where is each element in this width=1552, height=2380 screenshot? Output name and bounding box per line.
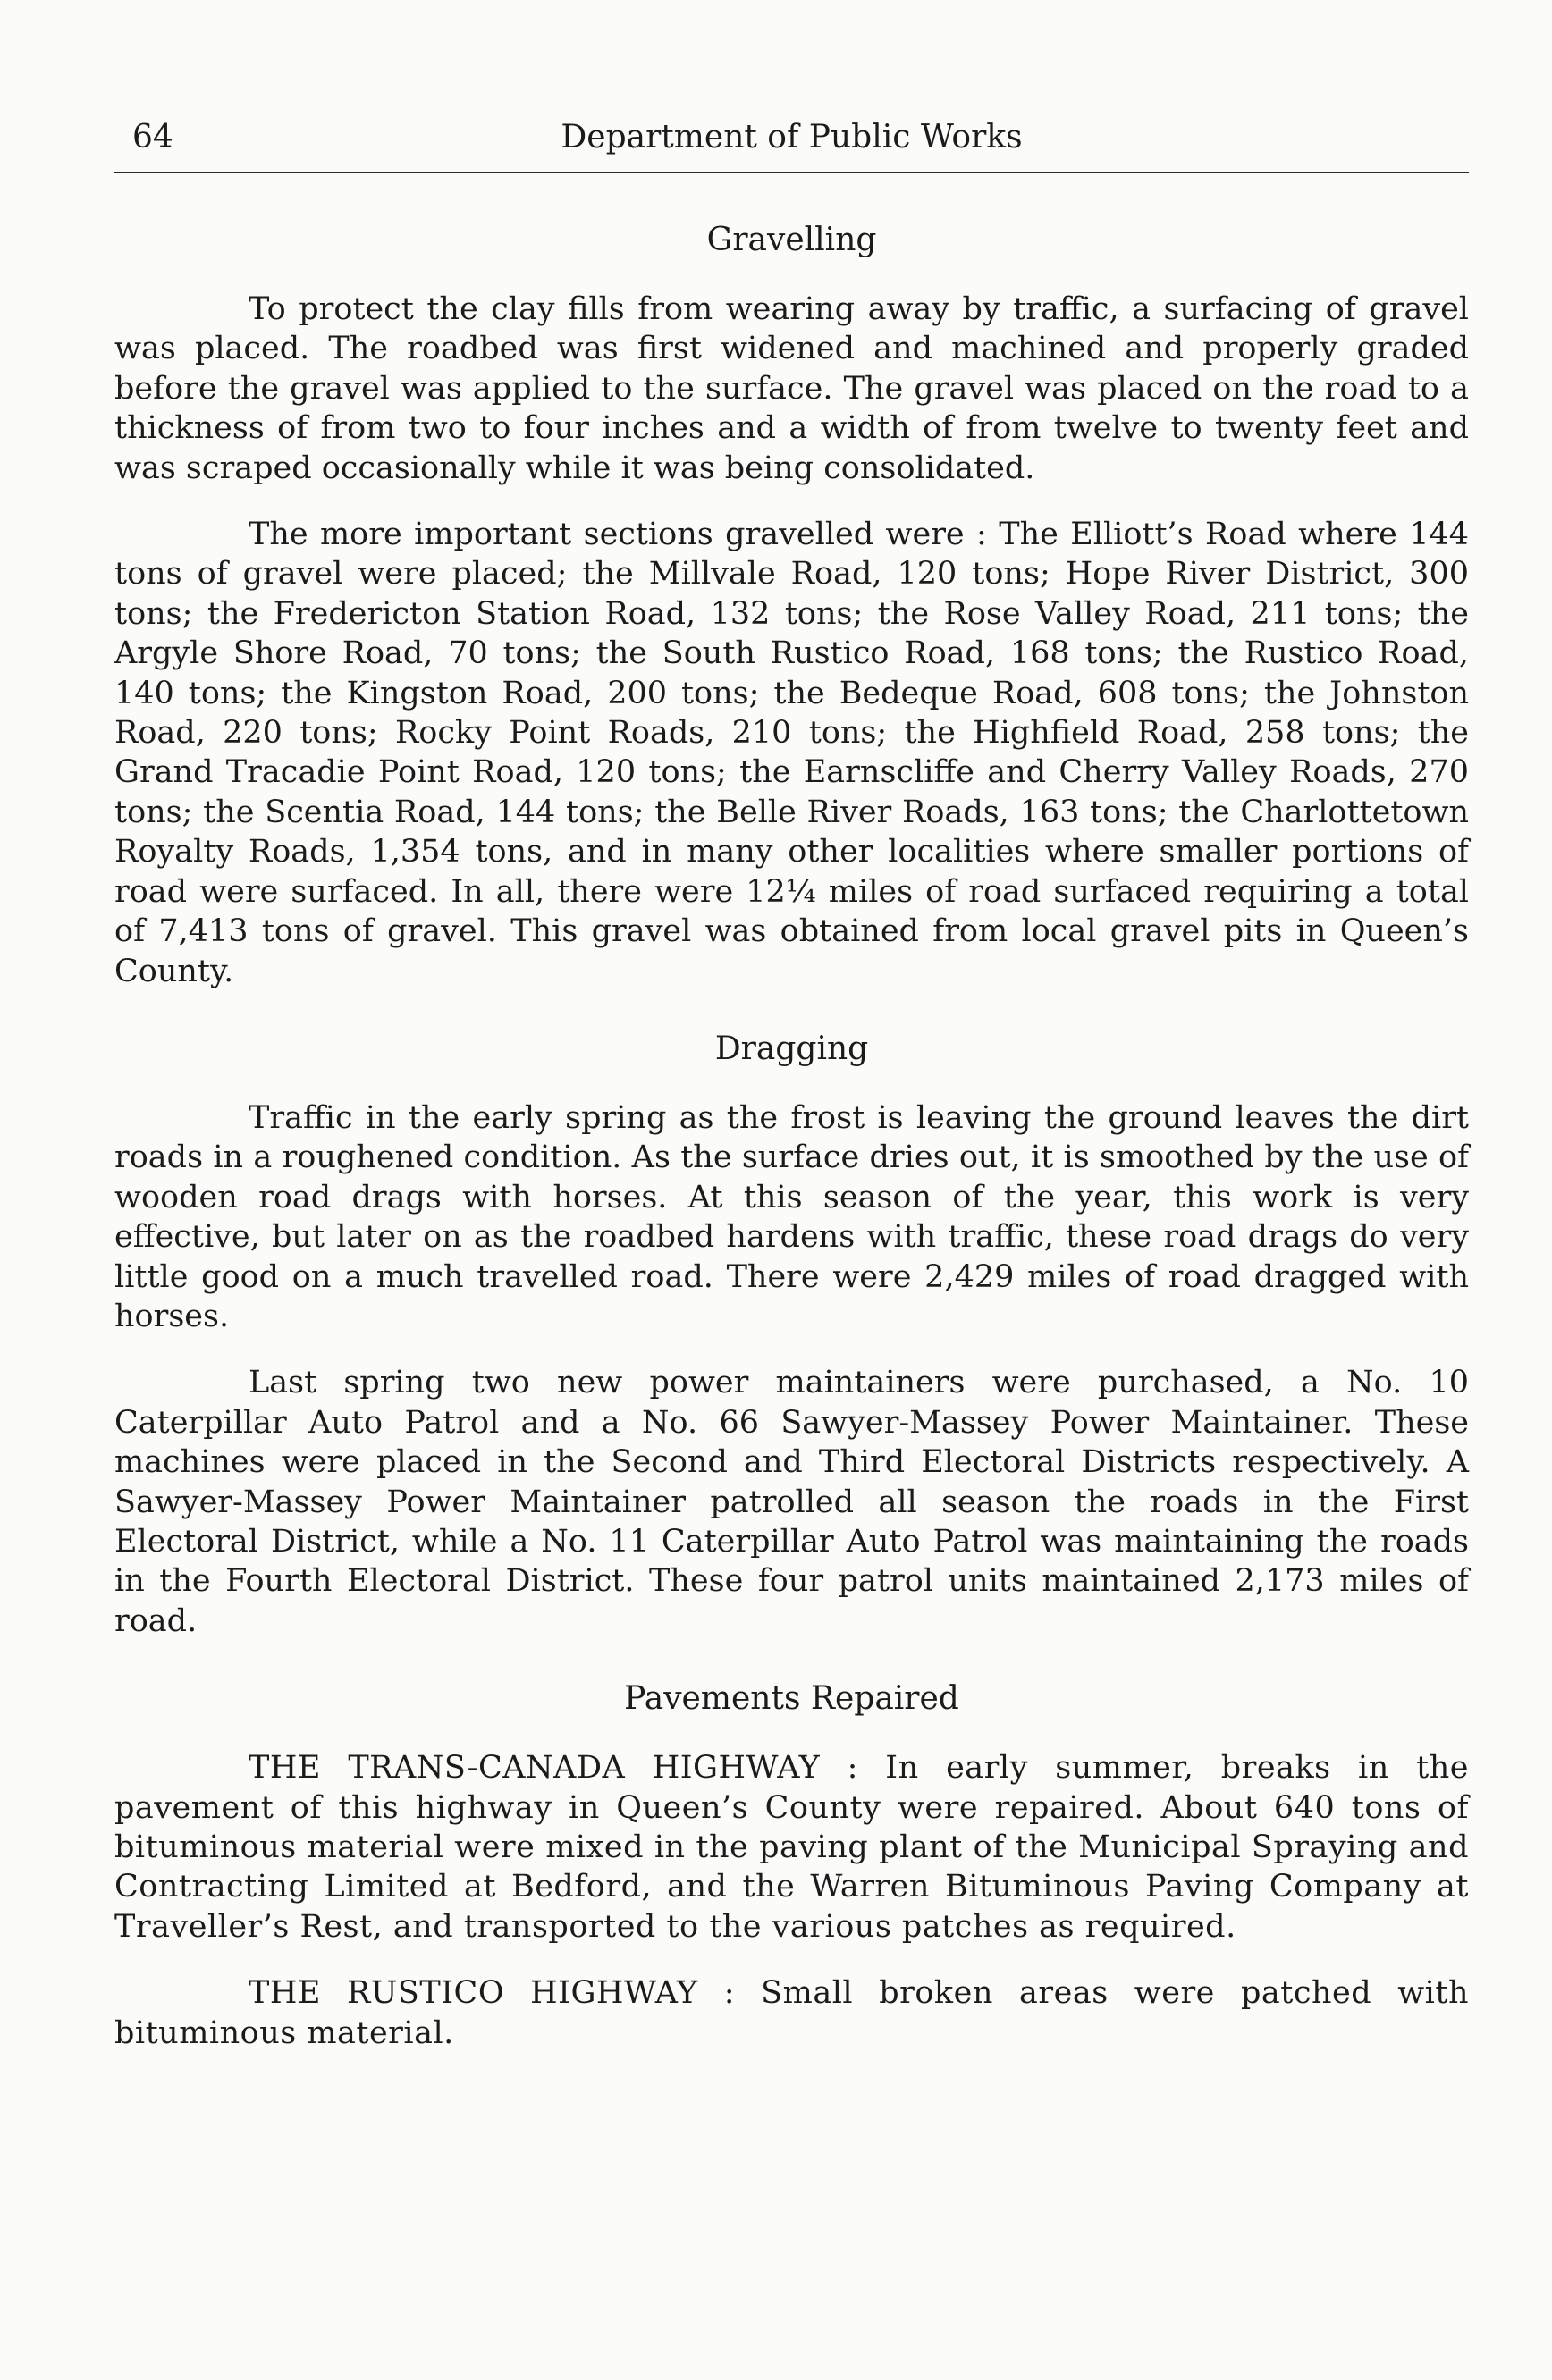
section-heading-pavements-repaired: Pavements Repaired [624, 1680, 959, 1718]
paragraph-rustico-highway: THE RUSTICO HIGHWAY : Small broken areas were patched with bituminous material. [114, 1975, 1469, 2051]
header-rule [114, 172, 1469, 173]
document-page [114, 116, 1469, 2053]
section-heading-gravelling: Gravelling [706, 222, 877, 258]
running-head [114, 116, 1469, 159]
section-heading-dragging: Dragging [714, 1030, 869, 1067]
paragraph-gravelling-2: The more important sections gravelled were : The Elliott’s Road where 144 tons of gravel were placed; the Millvale Road, 120 tons; Hope River District, 300 tons; the Fredericton Station Road, 132 tons; the Rose Valley Road, 211 tons; the Argyle Shore Road, 70 tons; the South Rustico Road, 168 tons; the Rustico Road, 140 tons; the Kingston Road, 200 tons; the Bedeque Road, 608 tons; the Johnston Road, 220 tons; Rocky Point Roads, 210 tons; the Highfield Road, 258 tons; the Grand Tracadie Point Road, 120 tons; the Earnscliffe and Cherry Valley Roads, 270 tons; the Scentia Road, 144 tons; the Belle River Roads, 163 tons; the Charlottetown Royalty Roads, 1,354 tons, and in many other localities where smaller portions of road were surfaced. In all, there were 12¼ miles of road surfaced requiring a total of 7,413 tons of gravel. This gravel was obtained from local gravel pits in Queen’s County. [114, 517, 1469, 989]
page-number: 64 [132, 119, 173, 156]
paragraph-trans-canada-highway: THE TRANS-CANADA HIGHWAY : In early summer, breaks in the pavement of this highway in Queen’s County were repaired. About 640 tons of bituminous material were mixed in the paving plant of the Municipal Spraying and Contracting Limited at Bedford, and the Warren Bituminous Paving Company at Traveller’s Rest, and transported to the various patches as required. [114, 1750, 1469, 1945]
header-title: Department of Public Works [561, 119, 1023, 156]
paragraph-dragging-2: Last spring two new power maintainers were purchased, a No. 10 Caterpillar Auto Patrol and a No. 66 Sawyer-Massey Power Maintainer. These machines were placed in the Second and Third Electoral Districts respectively. A Sawyer-Massey Power Maintainer patrolled all season the roads in the First Electoral District, while a No. 11 Caterpillar Auto Patrol was maintaining the roads in the Fourth Electoral District. These four patrol units maintained 2,173 miles of road. [114, 1365, 1469, 1639]
paragraph-dragging-1: Traffic in the early spring as the frost is leaving the ground leaves the dirt roads in a roughened condition. As the surface dries out, it is smoothed by the use of wooden road drags with horses. At this season of the year, this work is very effective, but later on as the roadbed hardens with traffic, these road drags do very little good on a much travelled road. There were 2,429 miles of road dragged with horses. [114, 1099, 1469, 1334]
paragraph-gravelling-1: To protect the clay fills from wearing away by traffic, a surfacing of gravel was placed. The roadbed was first widened and machined and properly graded before the gravel was applied to the surface. The gravel was placed on the road to a thickness of from two to four inches and a width of from twelve to twenty feet and was scraped occasionally while it was being consolidated. [114, 291, 1469, 486]
